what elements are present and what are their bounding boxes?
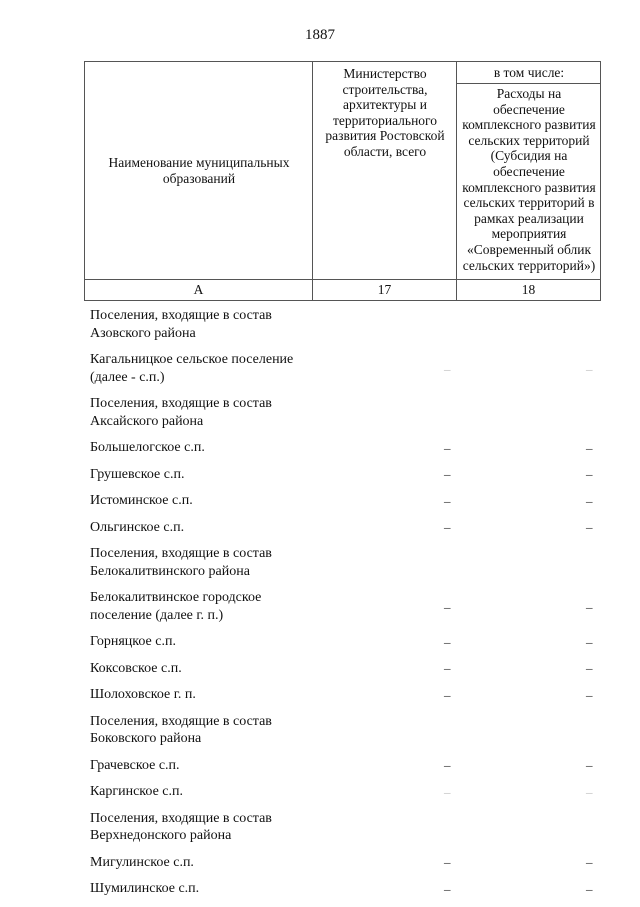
- table-row: [90, 492, 600, 510]
- row-name: Коксовское с.п.: [90, 660, 182, 676]
- row-name: Шолоховское г. п.: [90, 687, 196, 702]
- row-name: Поселения, входящие в состав Верхнедонского района: [90, 810, 272, 843]
- row-value-18: –: [586, 440, 593, 455]
- header-divider: [85, 279, 600, 280]
- row-name: Поселения, входящие в состав Аксайского района: [90, 396, 272, 429]
- page-number: 1887: [305, 27, 335, 43]
- row-value-18: –: [586, 519, 593, 535]
- row-name: Большелогское с.п.: [90, 440, 205, 455]
- table-row: [90, 810, 600, 845]
- table-row: [90, 660, 600, 678]
- header-divider: [457, 83, 600, 84]
- row-value-17: –: [444, 757, 451, 773]
- header-divider: [456, 62, 457, 300]
- header-index-18: 18: [521, 282, 536, 297]
- row-value-17: –: [444, 634, 451, 649]
- row-name: Истоминское с.п.: [90, 493, 193, 508]
- header-in-total: в том числе:: [493, 65, 565, 80]
- table-row: [90, 545, 600, 580]
- row-value-18: –: [586, 493, 593, 508]
- row-value-17: –: [444, 466, 451, 482]
- header-index-17: 17: [377, 282, 392, 297]
- row-name: Поселения, входящие в состав Боковского района: [90, 713, 272, 746]
- table-row: [90, 307, 600, 342]
- header-index-a: А: [193, 282, 204, 297]
- row-value-18: –: [586, 360, 593, 376]
- row-value-17: –: [444, 687, 451, 702]
- table-row: [90, 439, 600, 457]
- row-value-18: –: [586, 757, 593, 773]
- table-row: [90, 633, 600, 651]
- row-value-17: –: [444, 360, 451, 376]
- row-value-18: –: [586, 784, 593, 799]
- header-divider: [312, 62, 313, 300]
- row-value-18: –: [586, 881, 593, 896]
- row-value-18: –: [586, 660, 593, 676]
- row-name: Кагальницкое сельское поселение (далее - с.п.): [90, 352, 294, 385]
- row-value-18: –: [586, 466, 593, 482]
- row-name: Поселения, входящие в состав Азовского района: [90, 308, 272, 341]
- row-value-17: –: [444, 881, 451, 896]
- table-row: [90, 351, 600, 386]
- row-value-17: –: [444, 598, 451, 614]
- table-row: [90, 466, 600, 484]
- table-row: [90, 854, 600, 872]
- table-row: [90, 757, 600, 775]
- table-body: [90, 307, 600, 907]
- header-col-name: Наименование муниципальных образований: [108, 155, 290, 186]
- table-row: [90, 519, 600, 537]
- table-row: [90, 589, 600, 624]
- header-col-17: Министерство строительства, архитектуры и территориального развития Ростовской области, всего: [325, 66, 445, 159]
- row-value-17: –: [444, 784, 451, 799]
- row-name: Грачевское с.п.: [90, 757, 180, 773]
- table-header: [84, 61, 601, 301]
- row-value-18: –: [586, 854, 593, 870]
- row-name: Ольгинское с.п.: [90, 519, 185, 535]
- row-value-17: –: [444, 440, 451, 455]
- table-row: [90, 880, 600, 898]
- row-value-17: –: [444, 493, 451, 508]
- row-value-18: –: [586, 687, 593, 702]
- table-row: [90, 395, 600, 430]
- row-name: Горняцкое с.п.: [90, 634, 176, 649]
- row-name: Мигулинское с.п.: [90, 854, 194, 870]
- table-row: [90, 713, 600, 748]
- table-row: [90, 686, 600, 704]
- row-name: Каргинское с.п.: [90, 784, 183, 799]
- header-col-18: Расходы на обеспечение комплексного развития сельских территорий (Субсидия на обеспечение комплексного развития сельских территорий в рамках реализации мероприятия «Современный облик сельских территорий»): [462, 86, 596, 273]
- row-value-17: –: [444, 519, 451, 535]
- row-name: Грушевское с.п.: [90, 466, 185, 482]
- row-value-18: –: [586, 634, 593, 649]
- table-row: [90, 783, 600, 801]
- row-value-17: –: [444, 660, 451, 676]
- row-value-17: –: [444, 854, 451, 870]
- row-value-18: –: [586, 598, 593, 614]
- row-name: Поселения, входящие в состав Белокалитвинского района: [90, 546, 272, 579]
- row-name: Белокалитвинское городское поселение (далее г. п.): [90, 590, 262, 623]
- row-name: Шумилинское с.п.: [90, 881, 200, 896]
